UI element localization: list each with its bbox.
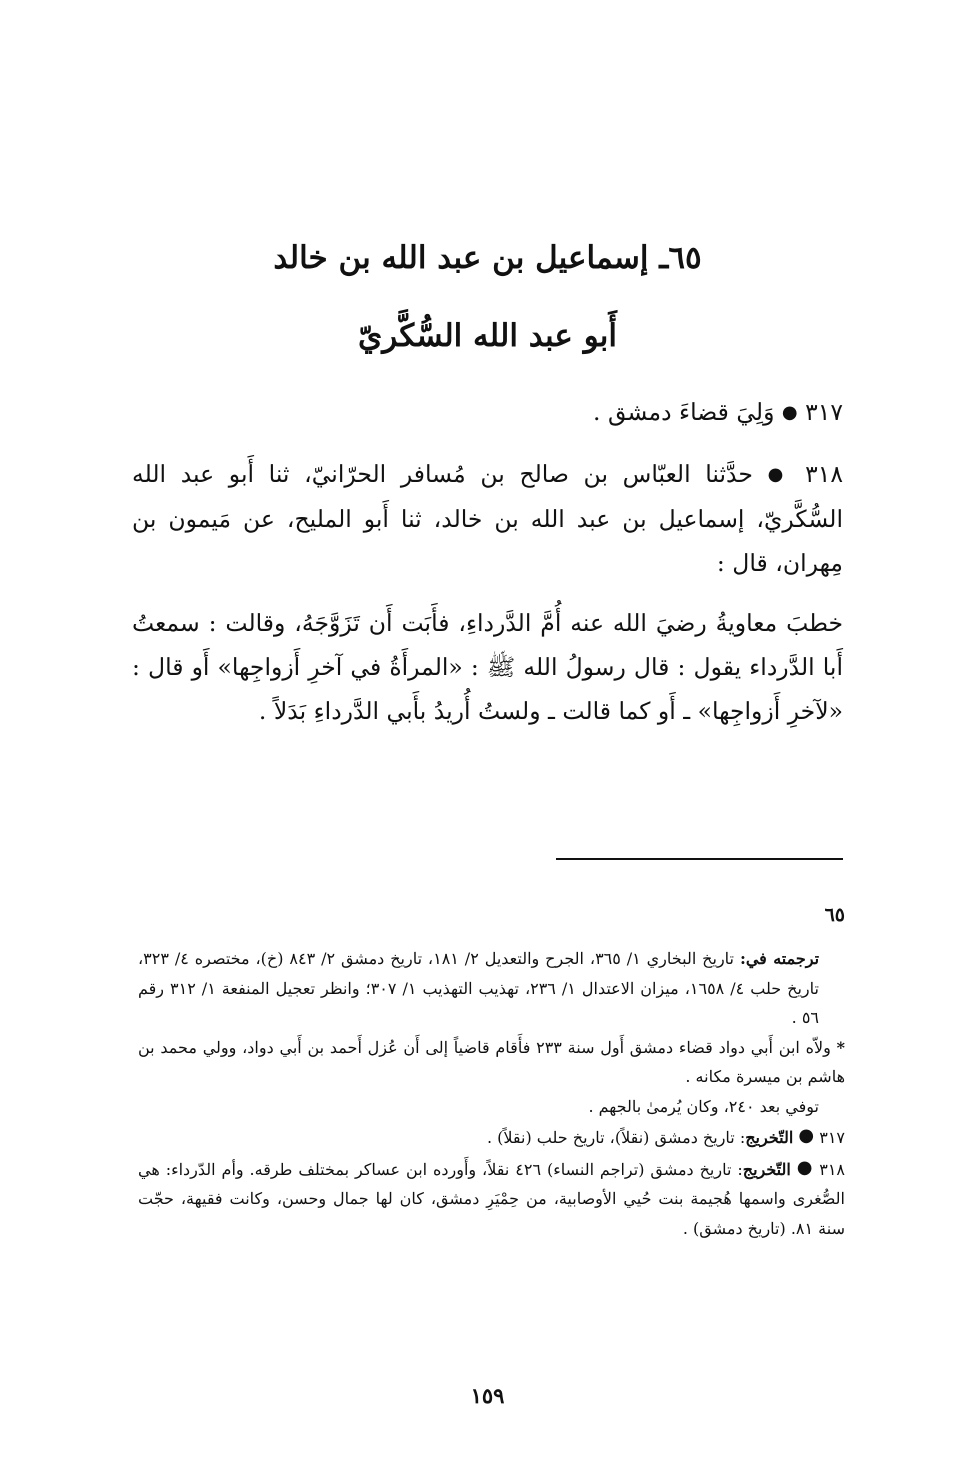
footnote-wilayah bbox=[138, 1033, 845, 1092]
entry-317 bbox=[132, 390, 843, 435]
footnote-entry-number: ٣١٨ bbox=[819, 1159, 845, 1179]
entry-text: حدَّثنا العبّاس بن صالح بن مُسافر الحرّانيّ، ثنا أَبو عبد الله السُّكَّريّ، إسماعيل بن عبد الله بن خالد، ثنا أَبو المليح، عن مَيمون بن مِهران، قال : bbox=[132, 460, 843, 577]
footnote-tarjama bbox=[138, 944, 845, 1033]
bullet-icon: ● bbox=[781, 402, 798, 423]
footnote-text: تاريخ البخاري ١/ ٣٦٥، الجرح والتعديل ٢/ ١٨١، تاريخ دمشق ٢/ ٨٤٣ (خ)، مختصره ٤/ ٣٢٣، تاريخ حلب ٤/ ١٦٥٨، ميزان الاعتدال ١/ ٢٣٦، تهذيب التهذيب ١/ ٣٠٧؛ وانظر تعجيل المنفعة ١/ ٣١٢ رقم ٥٦ . bbox=[138, 949, 819, 1027]
footnotes bbox=[138, 898, 845, 1243]
footnote-number: ٦٥ bbox=[824, 904, 845, 926]
footnote-entry-number: ٣١٧ bbox=[819, 1128, 845, 1147]
entry-318 bbox=[132, 452, 843, 585]
footnote-label: التّخريج bbox=[745, 1128, 794, 1147]
footnote-318 bbox=[138, 1153, 845, 1244]
bullet-icon: ● bbox=[796, 1156, 814, 1178]
footnote-text: ولاّه ابن أَبي دواد قضاء دمشق أَول سنة ٢٣٣ فأَقام قاضياً إلى أَن عُزل أَحمد بن أَبي دواد، وولي محمد بن هاشم بن ميسرة مكانه . bbox=[138, 1037, 845, 1086]
footnote-text: : تاريخ دمشق (تراجم النساء) ٤٢٦ نقلاً، وأَورده ابن عساكر بمختلف طرقه. وأم الدّرداء: هي الصُّغرى واسمها هُجيمة بنت حُيي الأوصابية، من حِمْيَرِ دمشق، كان لها جمال وحسن، وكانت فقيهة، حجّت سنة ٨١. (تاريخ دمشق) . bbox=[138, 1159, 845, 1238]
chapter-subtitle: أَبو عبد الله السُّكَّريّ bbox=[358, 318, 617, 354]
entry-number: ٣١٧ bbox=[805, 398, 843, 426]
footnote-label: ترجمته في: bbox=[739, 949, 820, 968]
chapter-title: ٦٥ـ إسماعيل بن عبد الله بن خالد bbox=[273, 240, 702, 276]
page-number: ١٥٩ bbox=[470, 1383, 505, 1408]
entry-text: وَلِيَ قضاءَ دمشق . bbox=[593, 398, 775, 426]
footnote-label: التّخريج bbox=[742, 1159, 791, 1179]
bullet-icon: ● bbox=[798, 1125, 815, 1146]
hadith-text: خطبَ معاويةُ رضيَ الله عنه أُمَّ الدَّرداءِ، فأَبَت أَن تَزَوَّجَهُ، وقالت : سمعتُ أَبا الدَّرداء يقول : قال رسولُ الله ﷺ : «المرأَةُ في آخرِ أَزواجِها» أَو قال : «لآخرِ أَزواجِها» ـ أَو كما قالت ـ ولستُ أُريدُ بأَبي الدَّرداءِ بَدَلاً . bbox=[132, 609, 843, 725]
footnote-divider bbox=[556, 858, 843, 860]
entry-number: ٣١٨ bbox=[805, 460, 843, 488]
footnote-317 bbox=[138, 1121, 845, 1153]
bullet-icon: ● bbox=[767, 464, 791, 485]
footnote-death: توفي بعد ٢٤٠، وكان يُرمىٰ بالجهم . bbox=[588, 1096, 819, 1116]
footnote-text: : تاريخ دمشق (نقلاً)، تاريخ حلب (نقلاً) . bbox=[486, 1128, 746, 1147]
asterisk-icon: * bbox=[836, 1037, 845, 1057]
